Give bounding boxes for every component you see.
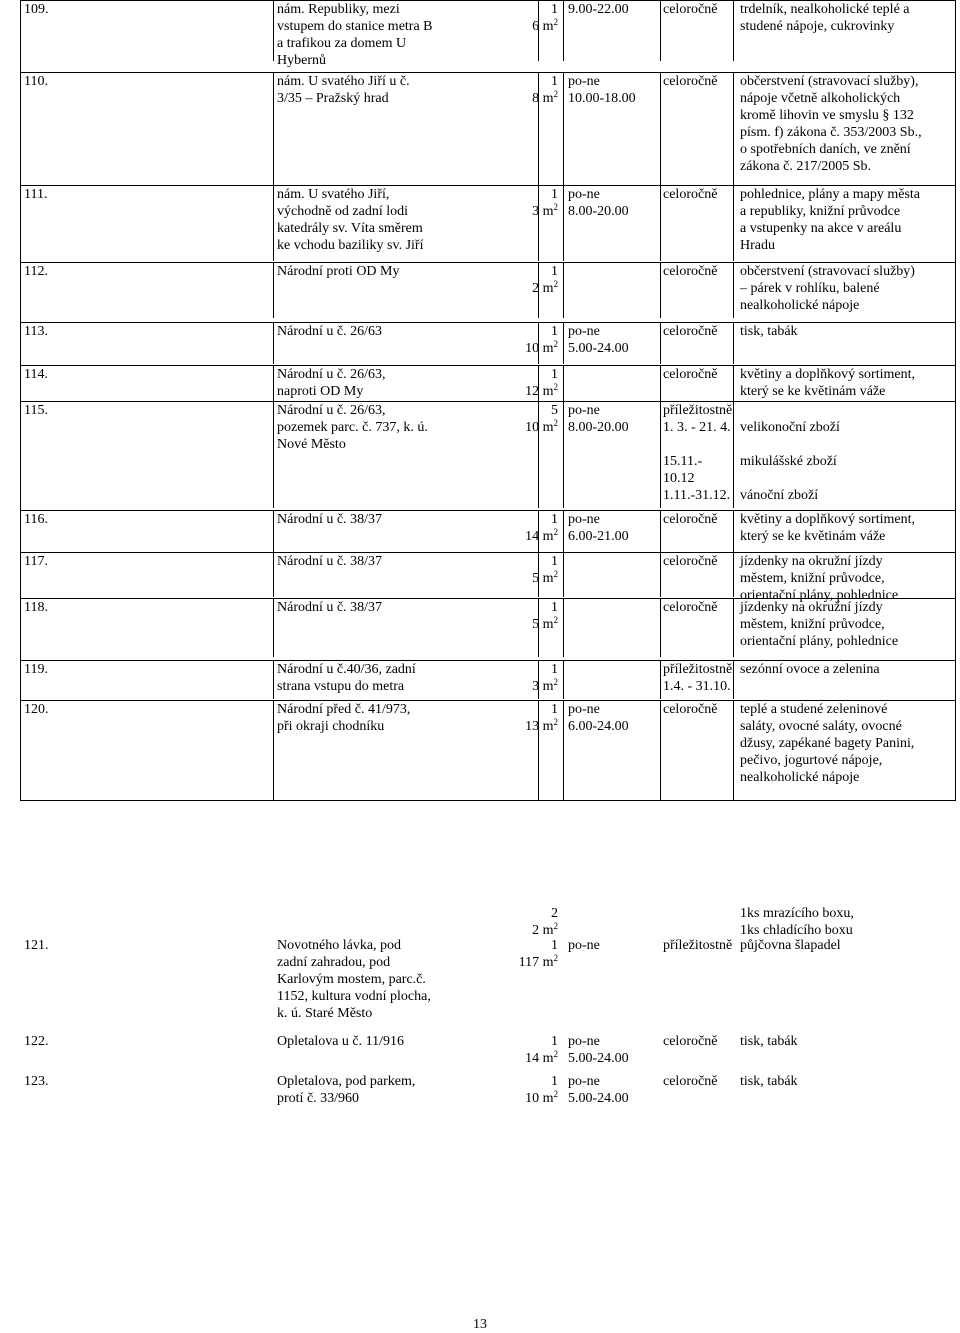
column-divider (563, 599, 564, 657)
column-divider (660, 402, 661, 508)
column-divider (273, 402, 274, 508)
goods-cell: jízdenky na okružní jízdy městem, knižní průvodce, orientační plány, pohlednice (740, 600, 899, 649)
column-divider (563, 186, 564, 261)
area-cell: 1 3 $m^2$ (532, 662, 558, 694)
column-divider (273, 599, 274, 657)
area-cell: 1 6 $m^2$ (532, 2, 558, 34)
row-number: 111. (24, 187, 48, 202)
period-cell: celoročně (663, 1034, 718, 1049)
column-divider (273, 323, 274, 364)
location-cell: nám. Republiky, mezi vstupem do stanice metra B a trafikou za domem U Hybernů (277, 2, 433, 68)
table-outer-border (20, 0, 21, 800)
period-cell: celoročně (663, 187, 718, 202)
location-cell: Národní u č. 38/37 (277, 512, 382, 527)
area-cell: 1 13 $m^2$ (525, 702, 558, 734)
location-cell: Národní u č. 38/37 (277, 554, 382, 569)
opening-hours-cell: po-ne 5.00-24.00 (568, 1034, 629, 1066)
column-divider (273, 661, 274, 699)
column-divider (660, 511, 661, 552)
row-number: 120. (24, 702, 49, 717)
opening-hours-cell: po-ne 10.00-18.00 (568, 74, 636, 106)
table-row (20, 660, 956, 699)
table-row (20, 1073, 956, 1113)
period-cell: celoročně (663, 702, 718, 717)
table-row (20, 262, 956, 318)
goods-cell: občerstvení (stravovací služby), nápoje včetně alkoholických kromě lihovin ve smyslu § 132 písm. f) zákona č. 353/2003 Sb., o spotřebních daních, ve znění zákona č. 217/2005 Sb. (740, 74, 922, 174)
column-divider (563, 323, 564, 364)
location-cell: nám. U svatého Jiří, východně od zadní lodi katedrály sv. Víta směrem ke vchodu baziliky sv. Jiří (277, 187, 424, 253)
column-divider (273, 263, 274, 318)
area-cell: 1 5 $m^2$ (532, 600, 558, 632)
table-row (20, 552, 956, 603)
opening-hours-cell: po-ne 5.00-24.00 (568, 1074, 629, 1106)
period-cell: příležitostně 1. 3. - 21. 4. 15.11.- 10.12 1.11.-31.12. (663, 403, 733, 503)
column-divider (563, 402, 564, 508)
area-cell: 5 10 $m^2$ (525, 403, 558, 435)
table-row (20, 905, 956, 938)
table-row (20, 598, 956, 657)
area-cell: 1 14 $m^2$ (525, 512, 558, 544)
period-cell: celoročně (663, 264, 718, 279)
opening-hours-cell: po-ne 8.00-20.00 (568, 403, 629, 435)
goods-cell: jízdenky na okružní jízdy městem, knižní průvodce, orientační plány, pohlednice (740, 554, 899, 603)
row-number: 116. (24, 512, 48, 527)
goods-cell: sezónní ovoce a zelenina (740, 662, 880, 677)
column-divider (563, 511, 564, 552)
row-number: 115. (24, 403, 48, 418)
column-divider (660, 701, 661, 801)
opening-hours-cell: po-ne 8.00-20.00 (568, 187, 629, 219)
goods-cell: tisk, tabák (740, 1034, 798, 1049)
period-cell: celoročně (663, 367, 718, 382)
row-number: 114. (24, 367, 48, 382)
goods-cell: tisk, tabák (740, 324, 798, 339)
goods-cell: občerstvení (stravovací služby) – párek v rohlíku, balené nealkoholické nápoje (740, 264, 915, 313)
goods-cell: pohlednice, plány a mapy města a republiky, knižní průvodce a vstupenky na akce v areálu Hradu (740, 187, 920, 253)
location-cell: Národní u č.40/36, zadní strana vstupu do metra (277, 662, 416, 694)
location-cell: Národní před č. 41/973, při okraji chodníku (277, 702, 411, 734)
goods-cell: květiny a doplňkový sortiment, který se ke květinám váže (740, 367, 915, 399)
location-cell: Národní proti OD My (277, 264, 400, 279)
location-cell: Opletalova, pod parkem, protí č. 33/960 (277, 1074, 416, 1106)
column-divider (563, 366, 564, 402)
location-cell: Opletalova u č. 11/916 (277, 1034, 405, 1049)
column-divider (660, 263, 661, 318)
location-cell: Národní u č. 38/37 (277, 600, 382, 615)
table-bottom-border (20, 800, 956, 801)
opening-hours-cell: po-ne 6.00-24.00 (568, 702, 629, 734)
period-cell: celoročně (663, 512, 718, 527)
row-number: 122. (24, 1034, 49, 1049)
column-divider (273, 366, 274, 402)
row-number: 118. (24, 600, 48, 615)
table-row (20, 1033, 956, 1071)
table-row (20, 322, 956, 364)
period-cell: celoročně (663, 1074, 718, 1089)
period-cell: celoročně (663, 554, 718, 569)
table-row (20, 0, 956, 68)
period-cell: celoročně (663, 600, 718, 615)
area-cell: 1 10 $m^2$ (525, 1074, 558, 1106)
column-divider (660, 73, 661, 185)
row-number: 121. (24, 938, 49, 953)
column-divider (273, 553, 274, 597)
row-number: 113. (24, 324, 48, 339)
location-cell: Národní u č. 26/63, naproti OD My (277, 367, 386, 399)
table-row (20, 700, 956, 801)
column-divider (563, 1, 564, 61)
area-cell: 1 12 $m^2$ (525, 367, 558, 399)
column-divider (273, 1, 274, 61)
area-cell: 1 10 $m^2$ (525, 324, 558, 356)
goods-cell: půjčovna šlapadel (740, 938, 841, 953)
area-cell: 1 8 $m^2$ (532, 74, 558, 106)
area-cell: 1 117 $m^2$ (518, 938, 558, 970)
period-cell: celoročně (663, 74, 718, 89)
column-divider (273, 701, 274, 801)
opening-hours-cell: po-ne 5.00-24.00 (568, 324, 629, 356)
table-row (20, 510, 956, 552)
opening-hours-cell: po-ne (568, 938, 600, 953)
column-divider (563, 263, 564, 318)
area-cell: 2 2 $m^2$ (532, 906, 558, 938)
area-cell: 1 3 $m^2$ (532, 187, 558, 219)
row-number: 112. (24, 264, 48, 279)
column-divider (273, 186, 274, 261)
row-number: 123. (24, 1074, 49, 1089)
row-number: 110. (24, 74, 48, 89)
area-cell: 1 14 $m^2$ (525, 1034, 558, 1066)
location-cell: nám. U svatého Jiří u č. 3/35 – Pražský hrad (277, 74, 410, 106)
period-cell: příležitostně (663, 938, 733, 953)
goods-cell: velikonoční zboží mikulášské zboží vánoční zboží (740, 420, 840, 503)
table-outer-border (955, 0, 956, 800)
column-divider (563, 73, 564, 185)
column-divider (660, 599, 661, 657)
period-cell: celoročně (663, 324, 718, 339)
period-cell: příležitostně 1.4. - 31.10. (663, 662, 733, 694)
goods-cell: tisk, tabák (740, 1074, 798, 1089)
table-row (20, 365, 956, 402)
column-divider (563, 661, 564, 699)
location-cell: Národní u č. 26/63, pozemek parc. č. 737, k. ú. Nové Město (277, 403, 428, 452)
row-number: 119. (24, 662, 48, 677)
column-divider (273, 511, 274, 552)
column-divider (660, 186, 661, 261)
table-row (20, 401, 956, 508)
page-number: 13 (473, 1317, 487, 1332)
area-cell: 1 5 $m^2$ (532, 554, 558, 586)
table-row (20, 72, 956, 185)
column-divider (660, 323, 661, 364)
column-divider (660, 661, 661, 699)
location-cell: Novotného lávka, pod zadní zahradou, pod Karlovým mostem, parc.č. 1152, kultura vodní plocha, k. ú. Staré Město (277, 938, 431, 1021)
goods-cell: teplé a studené zeleninové saláty, ovocné saláty, ovocné džusy, zapékané bagety Panini, pečivo, jogurtové nápoje, nealkoholické nápoje (740, 702, 915, 785)
column-divider (660, 553, 661, 597)
column-divider (563, 553, 564, 597)
column-divider (273, 73, 274, 185)
period-cell: celoročně (663, 2, 718, 17)
table-row (20, 185, 956, 261)
opening-hours-cell: po-ne 6.00-21.00 (568, 512, 629, 544)
table-row (20, 937, 956, 1031)
column-divider (660, 366, 661, 402)
location-cell: Národní u č. 26/63 (277, 324, 382, 339)
opening-hours-cell: 9.00-22.00 (568, 2, 629, 17)
area-cell: 1 2 $m^2$ (532, 264, 558, 296)
goods-cell: trdelník, nealkoholické teplé a studené nápoje, cukrovinky (740, 2, 910, 34)
goods-cell: květiny a doplňkový sortiment, který se ke květinám váže (740, 512, 915, 544)
column-divider (563, 701, 564, 801)
row-number: 117. (24, 554, 48, 569)
row-number: 109. (24, 2, 49, 17)
goods-cell: 1ks mrazícího boxu, 1ks chladícího boxu (740, 906, 854, 938)
column-divider (660, 1, 661, 61)
